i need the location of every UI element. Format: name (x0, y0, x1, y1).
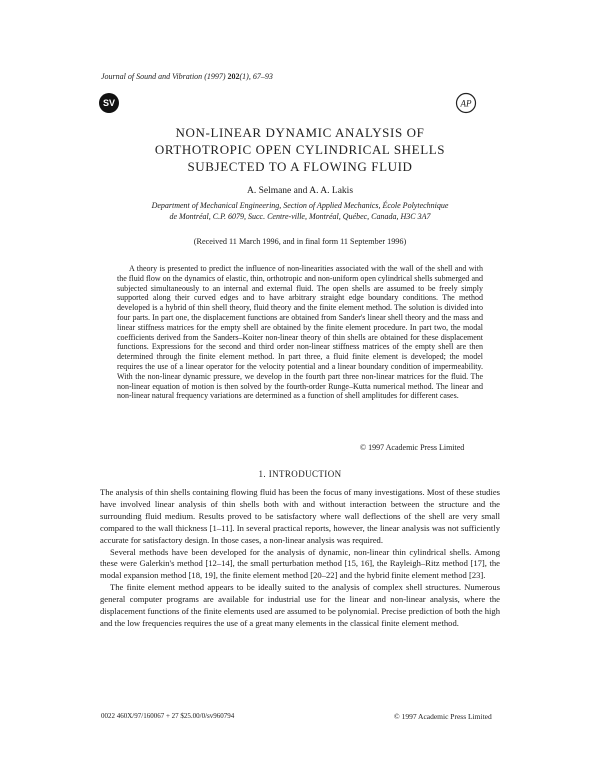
footer-identifier: 0022 460X/97/160067 + 27 $25.00/0/sv960794 (101, 712, 235, 720)
journal-year: (1997) (204, 72, 226, 81)
journal-issue-pages: (1), 67–93 (239, 72, 273, 81)
footer-copyright: © 1997 Academic Press Limited (394, 712, 492, 721)
authors: A. Selmane and A. A. Lakis (246, 186, 354, 196)
journal-citation (101, 72, 273, 81)
journal-volume: 202 (227, 72, 240, 81)
abstract-text: A theory is presented to predict the influence of non-linearities associated with the wall of the shell and with the fluid flow on the dynamics of elastic, thin, orthotropic and non-uniform open cylindrical shells submerged and subjected simultaneously to an internal and external fluid. The open shells are assumed to be freely simply supported along their curved edges and to have arbitrary straight edge boundary conditions. The method developed is a hybrid of thin shell theory, fluid theory and the finite element method. The solution is divided into four parts. In part one, the displacement functions are obtained from Sander's linear shell theory and the mass and linear stiffness matrices for the empty shell are obtained by the finite element procedure. In part two, the modal coefficients derived from the Sanders–Koiter non-linear theory of thin shells are obtained for these displacement functions. Expressions for the second and third order non-linear stiffness matrices of the empty shell are then determined through the finite element method. In part three, a fluid finite element is developed; the model requires the use of a linear operator for the velocity potential and a linear boundary condition of impermeability. With the non-linear dynamic pressure, we develop in the fourth part three non-linear matrices for the fluid. The non-linear equation of motion is then solved by the fourth-order Runge–Kutta numerical method. The linear and non-linear natural frequency variations are determined as a function of shell amplitudes for different cases. (117, 264, 483, 401)
sv-logo-text: SV (102, 98, 115, 108)
title-line-3: SUBJECTED TO A FLOWING FLUID (187, 159, 413, 174)
affiliation (100, 200, 500, 222)
abstract-copyright: © 1997 Academic Press Limited (360, 443, 465, 452)
intro-paragraph-1: The analysis of thin shells containing flowing fluid has been the focus of many investigations. Most of these studies have involved linear analysis of thin shells both with and without interaction between the structure and the surrounding fluid medium. Results proved to be satisfactory where wall deflections of the shell are very small compared to the wall thickness [1–11]. In several practical reports, however, the linear analysis was not sufficiently accurate for satisfactory design. In those cases, a non-linear analysis was required. (100, 487, 500, 545)
title-line-2: ORTHOTROPIC OPEN CYLINDRICAL SHELLS (154, 142, 446, 157)
sv-logo-icon (99, 93, 119, 113)
section-heading: 1. INTRODUCTION (258, 469, 342, 479)
ap-logo-text: AP (460, 98, 472, 109)
title-line-1: NON-LINEAR DYNAMIC ANALYSIS OF (175, 125, 425, 140)
intro-paragraph-3: The finite element method appears to be ideally suited to the analysis of complex shell structures. Numerous general computer programs are available for industrial use for the linear and non-linear analysis, where the displacement functions of the finite elements used are assumed to be polynomial. Precise prediction of both the high and the low frequencies requires the use of a great many elements in the classical finite element method. (100, 582, 500, 628)
affiliation-line-2: de Montréal, C.P. 6079, Succ. Centre-ville, Montréal, Québec, Canada, H3C 3A7 (169, 212, 431, 221)
received-dates: (Received 11 March 1996, and in final form 11 September 1996) (193, 237, 407, 246)
introduction-body (100, 487, 500, 630)
journal-name: Journal of Sound and Vibration (101, 72, 203, 81)
affiliation-line-1: Department of Mechanical Engineering, Section of Applied Mechanics, École Polytechnique (151, 201, 449, 210)
academic-press-logo-icon (455, 92, 477, 114)
abstract (117, 264, 483, 401)
intro-paragraph-2: Several methods have been developed for the analysis of dynamic, non-linear thin cylindrical shells. Among these were Galerkin's method [12–14], the small perturbation method [15, 16], the Rayleigh–Ritz method [17], the modal expansion method [18, 19], the finite element method [20–22] and the hybrid finite element method [23]. (100, 546, 500, 581)
paper-title (100, 124, 500, 175)
